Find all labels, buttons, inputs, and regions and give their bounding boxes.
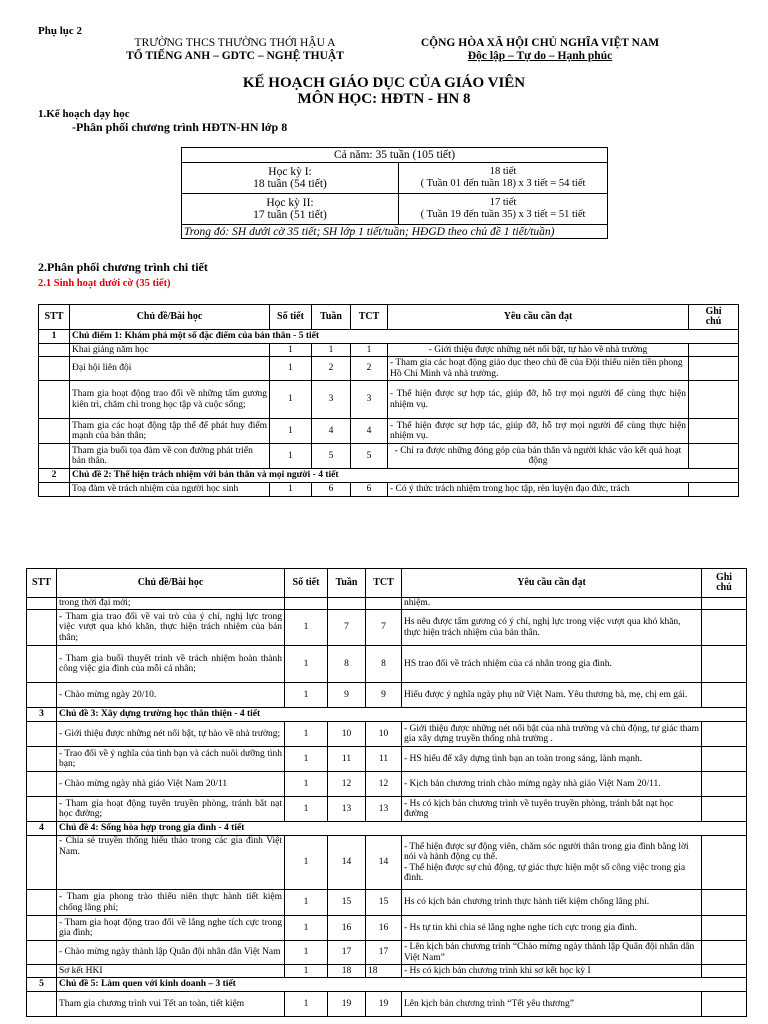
table-row: - Chào mừng ngày 20/10. 1 9 9 Hiểu được ý nghĩa ngày phụ nữ Việt Nam. Yêu thương bà, mẹ, chị em gái.: [27, 683, 747, 708]
col-note: Ghi chú: [702, 569, 747, 598]
table-row: Tham gia chương trình vui Tết an toàn, tiết kiệm 1 19 19 Lên kịch bản chương trình “Tết yêu thương”: [27, 992, 747, 1017]
col-periods: Số tiết: [285, 569, 328, 598]
school-block: [120, 37, 350, 63]
school-name: TRƯỜNG THCS THƯỜNG THỚI HẬU A: [134, 37, 336, 49]
table-row: - Tham gia phong trào thiếu niên thực hành tiết kiệm chống lãng phí; 1 15 15 Hs có kịch bản chương trình thực hành tiết kiệm chống lãng phí.: [27, 890, 747, 916]
topic-row: 3 Chủ đề 3: Xây dựng trường học thân thiện - 4 tiết: [27, 708, 747, 722]
col-stt: STT: [27, 569, 57, 598]
topic-row: 2 Chủ đề 2: Thể hiện trách nhiệm với bản thân và mọi người - 4 tiết: [39, 469, 739, 483]
table-row: trong thời đại mới; nhiệm.: [27, 598, 747, 610]
table-row: - Giới thiệu được những nét nổi bật, tự hào về nhà trường; 1 10 10 - Giới thiệu được những nét nổi bật của nhà trường và chủ động, tự giác tham gia xây dựng truyền thống nhà trường .: [27, 722, 747, 747]
table-row: Đại hội liên đội 1 2 2 - Tham gia các hoạt động giáo dục theo chủ đề của Đội thiếu niên tiền phong Hồ Chí Minh và nhà trường.: [39, 357, 739, 381]
plan-table-1: [38, 304, 739, 497]
summary-sem1: Học kỳ I: 18 tuần (54 tiết): [182, 163, 399, 194]
table-row: - Chào mừng ngày thành lập Quân đội nhân dân Việt Nam 1 17 17 - Lên kịch bản chương trình “Chào mừng ngày thành lập Quân đội nhân dân Việt Nam”: [27, 941, 747, 965]
topic-row: 1 Chủ điểm 1: Khám phá một số đặc điểm của bản thân - 5 tiết: [39, 330, 739, 344]
table-row: Khai giảng năm học 1 1 1 - Giới thiệu được những nét nổi bật, tự hào về nhà trường: [39, 344, 739, 357]
col-topic: Chủ đề/Bài học: [70, 305, 270, 330]
appendix-label: Phụ lục 2: [38, 25, 83, 37]
col-tct: TCT: [366, 569, 402, 598]
col-note: Ghi chú: [689, 305, 739, 330]
table-row: Toạ đàm về trách nhiệm của người học sinh 1 6 6 - Có ý thức trách nhiệm trong học tập, rèn luyện đạo đức, trách: [39, 483, 739, 497]
section1-heading: 1.Kế hoạch dạy học: [38, 108, 130, 120]
col-periods: Số tiết: [270, 305, 312, 330]
section2-subheading: 2.1 Sinh hoạt dưới cờ (35 tiết): [38, 278, 171, 289]
header-row: [39, 305, 739, 330]
title-line-1: KẾ HOẠCH GIÁO DỤC CỦA GIÁO VIÊN: [242, 75, 526, 91]
table-row: Sơ kết HKI 1 18 18 - Hs có kịch bản chương trình khi sơ kết học kỳ I: [27, 965, 747, 978]
motto: Độc lập – Tự do – Hạnh phúc: [467, 50, 613, 62]
department-name: TỔ TIẾNG ANH – GDTC – NGHỆ THUẬT: [126, 50, 344, 62]
table-row: - Tham gia buổi thuyết trình về trách nhiệm hoàn thành công việc gia đình của mỗi cá nhân; 1 8 8 HS trao đổi về trách nhiệm của cá nhân trong gia đình.: [27, 646, 747, 683]
topic-row: 5 Chủ đề 5: Làm quen với kinh doanh – 3 tiết: [27, 978, 747, 992]
summary-sem2-detail: 17 tiết ( Tuần 19 đến tuần 35) x 3 tiết = 51 tiết: [399, 194, 608, 225]
table-row: Tham gia hoạt động trao đổi về những tấm gương kiên trì, chăm chỉ trong học tập và cuộc sống; 1 3 3 - Thể hiện được sự hợp tác, giúp đỡ, hỗ trợ mọi người để cùng thực hiện nhiệm vụ.: [39, 381, 739, 419]
table-row: - Tham gia hoạt động tuyên truyền phòng, tránh bắt nạt học đường; 1 13 13 - Hs có kịch bản chương trình về tuyên truyền phòng, tránh bắt nạt học đường: [27, 797, 747, 822]
col-stt: STT: [39, 305, 70, 330]
header-row: [27, 569, 747, 598]
col-req: Yêu cầu cần đạt: [402, 569, 702, 598]
summary-sem2: Học kỳ II: 17 tuần (51 tiết): [182, 194, 399, 225]
summary-sem1-detail: 18 tiết ( Tuần 01 đến tuần 18) x 3 tiết = 54 tiết: [399, 163, 608, 194]
table-row: - Chào mừng ngày nhà giáo Việt Nam 20/11 1 12 12 - Kịch bản chương trình chào mừng ngày nhà giáo Việt Nam 20/11.: [27, 772, 747, 797]
plan-table-2: [26, 568, 747, 1017]
section2-heading: 2.Phân phối chương trình chi tiết: [38, 260, 208, 274]
table-row: - Chia sẻ truyền thống hiếu thảo trong các gia đình Việt Nam. 1 14 14 - Thể hiện được sự động viên, chăm sóc người thân trong gia đình bằng lời nói và hành động cụ thể. - Thể hiện được sự chủ động, tự giác thực hiện một số công việc trong gia đình.: [27, 836, 747, 890]
table-row: - Tham gia hoạt động trao đổi về lắng nghe tích cực trong gia đình; 1 16 16 - Hs tự tin khi chia sẻ lắng nghe nghe tích cực trong gia đình.: [27, 916, 747, 941]
table-row: Tham gia các hoạt động tập thể để phát huy điểm mạnh của bản thân; 1 4 4 - Thể hiện được sự hợp tác, giúp đỡ, hỗ trợ mọi người để cùng thực hiện nhiệm vụ.: [39, 419, 739, 444]
topic-row: 4 Chủ đề 4: Sống hòa hợp trong gia đình - 4 tiết: [27, 822, 747, 836]
summary-year: Cả năm: 35 tuần (105 tiết): [182, 148, 608, 163]
col-week: Tuần: [312, 305, 351, 330]
republic-name: CỘNG HÒA XÃ HỘI CHỦ NGHĨA VIỆT NAM: [420, 37, 660, 49]
summary-table: [181, 147, 608, 239]
table-row: - Trao đổi về ý nghĩa của tình bạn và cách nuôi dưỡng tình bạn; 1 11 11 - HS hiểu để xây dựng tình bạn an toàn trong sáng, lành mạnh.: [27, 747, 747, 772]
table-row: - Tham gia trao đổi về vai trò của ý chí, nghị lực trong việc vượt qua khó khăn, thực hiện trách nhiệm của bản thân; 1 7 7 Hs nêu được tấm gương có ý chí, nghị lực trong việc vượt qua khó khăn, thực hiện trách nhiệm của bản thân.: [27, 610, 747, 646]
col-tct: TCT: [351, 305, 388, 330]
republic-block: [400, 37, 680, 63]
col-week: Tuần: [328, 569, 366, 598]
table-row: Tham gia buổi tọa đàm về con đường phát triển bản thân. 1 5 5 - Chỉ ra được những đóng góp của bản thân và người khác vào kết quả hoạt động: [39, 444, 739, 469]
title-line-2: MÔN HỌC: HĐTN - HN 8: [297, 91, 471, 107]
col-topic: Chủ đề/Bài học: [57, 569, 285, 598]
section1-subheading: -Phân phối chương trình HĐTN-HN lớp 8: [72, 120, 288, 134]
col-req: Yêu cầu cần đạt: [388, 305, 689, 330]
summary-note: Trong đó: SH dưới cờ 35 tiết; SH lớp 1 tiết/tuần; HĐGD theo chủ đề 1 tiết/tuần): [182, 225, 608, 239]
doc-title: [0, 75, 768, 107]
